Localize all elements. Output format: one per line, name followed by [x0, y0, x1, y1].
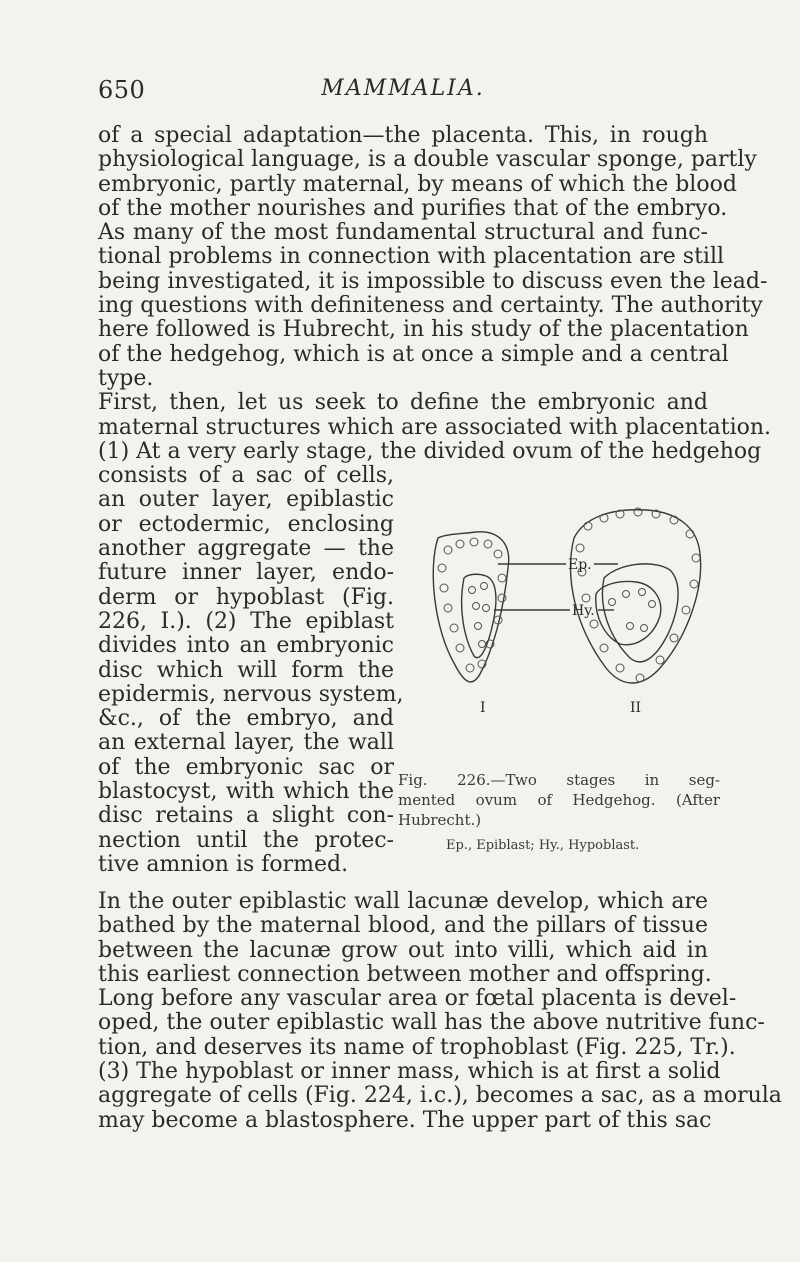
label-ep: Ep. — [568, 557, 592, 573]
text-line: being investigated, it is impossible to discuss even the lead- — [98, 268, 768, 294]
text-line: of the hedgehog, which is at once a simple and a central — [98, 341, 729, 367]
text-line: disc retains a slight con- — [98, 803, 394, 829]
text-line: bathed by the maternal blood, and the pillars of tissue — [98, 913, 708, 939]
page-number: 650 — [98, 76, 146, 104]
text-line: &c., of the embryo, and — [98, 706, 394, 732]
text-line: (1) At a very early stage, the divided ovum of the hedgehog — [98, 438, 762, 464]
ovum-illustration — [398, 498, 718, 734]
text-line: of the mother nourishes and purifies that of the embryo. — [98, 195, 728, 221]
text-line: future inner layer, endo- — [98, 560, 394, 586]
text-line: 226, I.). (2) The epiblast — [98, 608, 394, 634]
text-line: here followed is Hubrecht, in his study of the placentation — [98, 317, 749, 343]
text-line: blastocyst, with which the — [98, 779, 394, 805]
text-line: of the embryonic sac or — [98, 754, 394, 780]
text-line: type. — [98, 365, 154, 391]
stage-2-cavity — [602, 564, 678, 662]
text-line: divides into an embryonic — [98, 633, 394, 659]
page-header — [98, 76, 708, 116]
text-line: another aggregate — the — [98, 536, 394, 562]
text-line: an outer layer, epiblastic — [98, 487, 394, 513]
text-line: maternal structures which are associated with placentation. — [98, 414, 772, 440]
text-line: between the lacunæ grow out into villi, which aid in — [98, 937, 708, 963]
text-line: epidermis, nervous system, — [98, 681, 404, 707]
text-line: consists of a sac of cells, — [98, 463, 394, 489]
caption-legend: Ep., Epiblast; Hy., Hypoblast. — [446, 838, 640, 853]
text-line: an external layer, the wall — [98, 730, 394, 756]
text-line: nection until the protec- — [98, 827, 394, 853]
text-line: of a special adaptation—the placenta. This, in rough — [98, 123, 708, 148]
running-head: MAMMALIA. — [321, 76, 485, 101]
label-stage-2: II — [630, 700, 642, 716]
label-stage-1: I — [480, 700, 486, 716]
body-text-bottom — [98, 889, 782, 1133]
text-line: Long before any vascular area or fœtal placenta is devel- — [98, 986, 737, 1012]
text-line: In the outer epiblastic wall lacunæ develop, which are — [98, 889, 708, 914]
text-line: may become a blastosphere. The upper part of this sac — [98, 1107, 712, 1133]
text-line: tive amnion is formed. — [98, 851, 349, 877]
caption-line: Fig. 226.—Two stages in seg- — [398, 771, 720, 789]
text-line: or ectodermic, enclosing — [98, 511, 394, 537]
text-line: tion, and deserves its name of trophoblast (Fig. 225, Tr.). — [98, 1034, 736, 1060]
figure-caption — [398, 770, 720, 856]
text-line: physiological language, is a double vascular sponge, partly — [98, 147, 757, 173]
label-hy: Hy. — [572, 603, 595, 619]
text-line: (3) The hypoblast or inner mass, which is at first a solid — [98, 1059, 721, 1085]
figure-226 — [398, 498, 718, 734]
text-line: aggregate of cells (Fig. 224, i.c.), becomes a sac, as a morula — [98, 1083, 782, 1109]
text-line: disc which will form the — [98, 657, 394, 683]
text-line: ing questions with definiteness and certainty. The authority — [98, 293, 763, 319]
text-line: derm or hypoblast (Fig. — [98, 584, 394, 610]
text-line: embryonic, partly maternal, by means of which the blood — [98, 171, 737, 197]
text-line: As many of the most fundamental structural and func- — [98, 220, 708, 246]
caption-line: Hubrecht.) — [398, 811, 482, 829]
text-line: First, then, let us seek to define the embryonic and — [98, 390, 708, 416]
text-line: tional problems in connection with placentation are still — [98, 244, 725, 270]
text-line: oped, the outer epiblastic wall has the above nutritive func- — [98, 1010, 765, 1036]
caption-line: mented ovum of Hedgehog. (After — [398, 791, 720, 809]
text-line: this earliest connection between mother and offspring. — [98, 961, 712, 987]
